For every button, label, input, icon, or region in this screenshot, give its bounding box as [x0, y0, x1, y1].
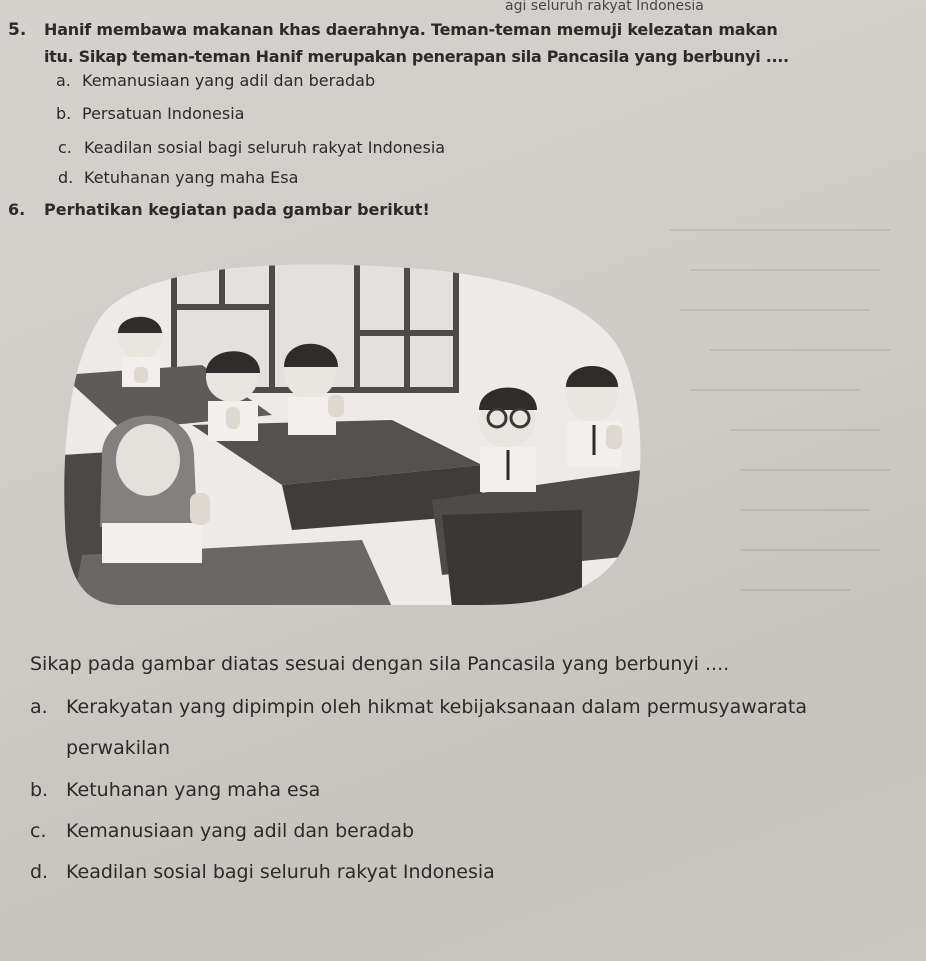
option-text: Kemanusiaan yang adil dan beradab	[82, 71, 376, 90]
question-5-text-line-2: itu. Sikap teman-teman Hanif merupakan penerapan sila Pancasila yang berbunyi ....	[44, 47, 789, 66]
option-text: Persatuan Indonesia	[82, 104, 245, 123]
option-text: Ketuhanan yang maha esa	[66, 779, 321, 801]
question-5-option-c[interactable]	[58, 138, 445, 157]
question-6-prompt	[8, 200, 430, 219]
classroom-prayer-illustration	[62, 255, 642, 607]
question-5-text-line-1: Hanif membawa makanan khas daerahnya. Teman-teman memuji kelezatan makan	[44, 20, 778, 39]
question-5-option-d[interactable]	[58, 168, 298, 187]
option-label: b.	[56, 104, 72, 123]
option-text: Kemanusiaan yang adil dan beradab	[66, 820, 415, 842]
option-text: Keadilan sosial bagi seluruh rakyat Indonesia	[66, 861, 495, 883]
question-6-number: 6.	[8, 200, 26, 219]
option-label: a.	[30, 696, 48, 718]
question-5-option-b[interactable]	[56, 104, 244, 123]
question-6-stem: Sikap pada gambar diatas sesuai dengan sila Pancasila yang berbunyi ....	[30, 653, 730, 675]
question-6-option-c[interactable]	[30, 820, 414, 842]
question-6-option-a[interactable]	[30, 696, 807, 718]
question-6-option-d[interactable]	[30, 861, 495, 883]
option-label: d.	[58, 168, 74, 187]
question-6-option-b[interactable]	[30, 779, 320, 801]
question-5-number: 5.	[8, 20, 27, 40]
student-figure	[118, 315, 162, 387]
option-label: d.	[30, 861, 49, 883]
option-label: c.	[58, 138, 72, 157]
option-text: Keadilan sosial bagi seluruh rakyat Indonesia	[84, 138, 446, 157]
cut-off-text-fragment: agi seluruh rakyat Indonesia	[505, 0, 704, 14]
show-through-text	[650, 210, 910, 630]
question-5-option-a[interactable]	[56, 71, 375, 90]
option-text: Ketuhanan yang maha Esa	[84, 168, 299, 187]
question-6-option-a-continued: perwakilan	[66, 737, 170, 759]
option-label: b.	[30, 779, 49, 801]
option-label: c.	[30, 820, 47, 842]
option-label: a.	[56, 71, 71, 90]
option-text: Kerakyatan yang dipimpin oleh hikmat kebijaksanaan dalam permusyawarata	[66, 696, 808, 718]
question-6-prompt-text: Perhatikan kegiatan pada gambar berikut!	[44, 200, 430, 219]
